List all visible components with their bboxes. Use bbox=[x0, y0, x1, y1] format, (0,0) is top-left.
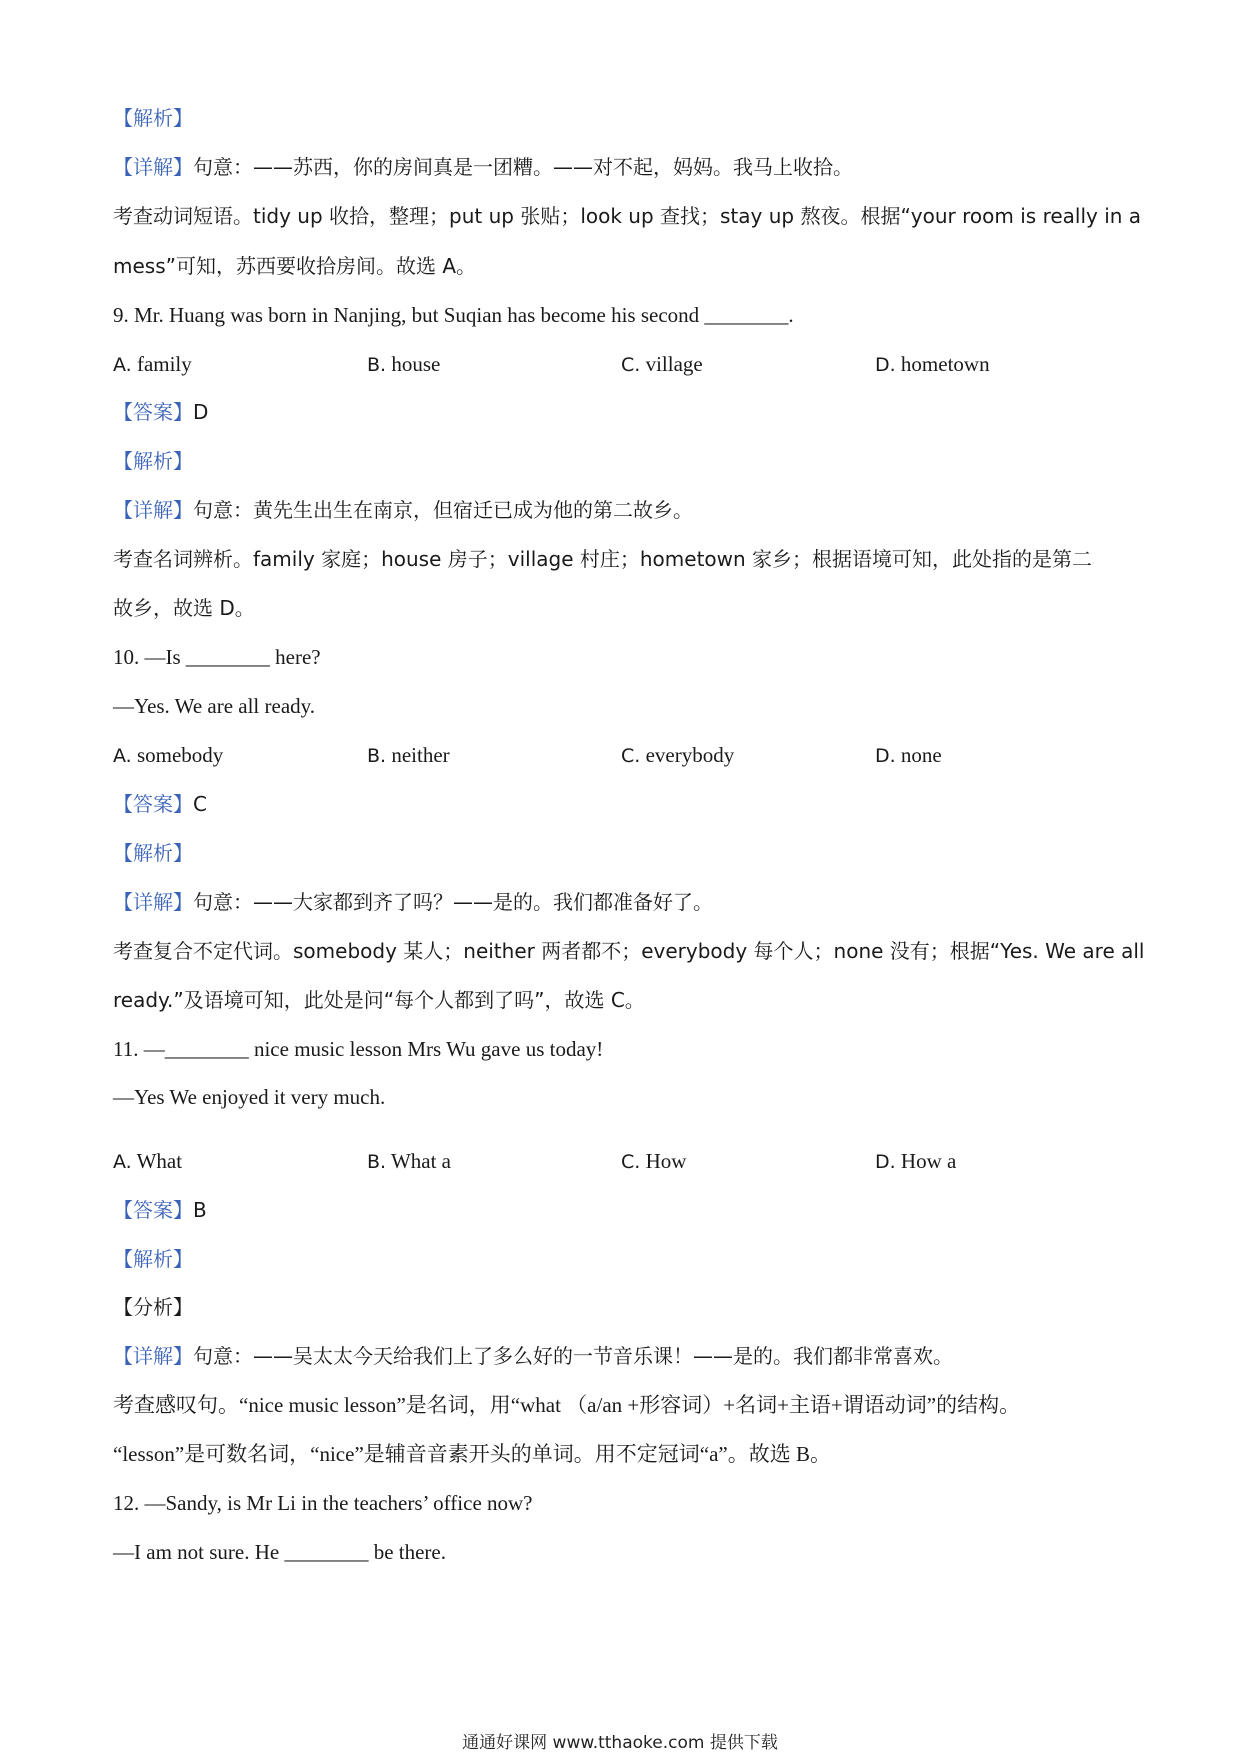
explanation-line: 考查复合不定代词。somebody 某人；neither 两者都不；everybody 每个人；none 没有；根据“Yes. We are all bbox=[113, 939, 1145, 963]
explanation-line: “lesson”是可数名词，“nice”是辅音音素开头的单词。用不定冠词“a”。故选 B。 bbox=[113, 1442, 831, 1466]
detail-line: 【详解】句意：——吴太太今天给我们上了多么好的一节音乐课！——是的。我们都非常喜欢。 bbox=[113, 1344, 953, 1368]
explanation-line: 考查动词短语。tidy up 收拾，整理；put up 张贴；look up 查找；stay up 熬夜。根据“your room is really in a bbox=[113, 204, 1142, 228]
options-q9 bbox=[113, 350, 1133, 378]
question-11-response: —Yes We enjoyed it very much. bbox=[113, 1085, 386, 1109]
detail-line: 【详解】句意：黄先生出生在南京，但宿迁已成为他的第二故乡。 bbox=[113, 498, 693, 522]
question-10-response: —Yes. We are all ready. bbox=[113, 694, 316, 718]
explanation-line: 考查名词辨析。family 家庭；house 房子；village 村庄；hometown 家乡；根据语境可知，此处指的是第二 bbox=[113, 547, 1093, 571]
option-a: A. family bbox=[113, 352, 192, 376]
option-c: C. How bbox=[621, 1149, 687, 1173]
option-d: D. none bbox=[875, 743, 942, 767]
analysis-heading: 【解析】 bbox=[113, 449, 193, 473]
options-q11 bbox=[113, 1147, 1133, 1175]
option-b: B. house bbox=[367, 352, 441, 376]
detail-line: 【详解】句意：——大家都到齐了吗？——是的。我们都准备好了。 bbox=[113, 890, 713, 914]
analysis-heading: 【解析】 bbox=[113, 1247, 193, 1271]
page-footer: 通通好课网 www.tthaoke.com 提供下载 bbox=[462, 1733, 778, 1753]
option-b: B. What a bbox=[367, 1149, 451, 1173]
analysis-heading: 【解析】 bbox=[113, 106, 193, 130]
analysis-heading: 【解析】 bbox=[113, 841, 193, 865]
breakdown-heading: 【分析】 bbox=[113, 1295, 193, 1319]
question-12: 12. —Sandy, is Mr Li in the teachers’ office now? bbox=[113, 1491, 533, 1515]
question-10: 10. —Is ________ here? bbox=[113, 645, 321, 669]
answer-line: 【答案】B bbox=[113, 1198, 207, 1222]
explanation-line: 考查感叹句。“nice music lesson”是名词，用“what （a/an +形容词）+名词+主语+谓语动词”的结构。 bbox=[113, 1393, 1021, 1417]
option-a: A. somebody bbox=[113, 743, 224, 767]
option-d: D. How a bbox=[875, 1149, 957, 1173]
option-d: D. hometown bbox=[875, 352, 990, 376]
question-11: 11. —________ nice music lesson Mrs Wu gave us today! bbox=[113, 1037, 604, 1061]
answer-line: 【答案】D bbox=[113, 400, 209, 424]
explanation-line: mess”可知，苏西要收拾房间。故选 A。 bbox=[113, 254, 477, 278]
explanation-line: 故乡，故选 D。 bbox=[113, 596, 255, 620]
option-a: A. What bbox=[113, 1149, 183, 1173]
explanation-line: ready.”及语境可知，此处是问“每个人都到了吗”，故选 C。 bbox=[113, 988, 645, 1012]
option-b: B. neither bbox=[367, 743, 450, 767]
answer-line: 【答案】C bbox=[113, 792, 207, 816]
options-q10 bbox=[113, 741, 1133, 769]
option-c: C. everybody bbox=[621, 743, 735, 767]
question-12-response: —I am not sure. He ________ be there. bbox=[113, 1540, 446, 1564]
detail-line: 【详解】句意：——苏西，你的房间真是一团糟。——对不起，妈妈。我马上收拾。 bbox=[113, 155, 853, 179]
question-9: 9. Mr. Huang was born in Nanjing, but Suqian has become his second ________. bbox=[113, 303, 794, 327]
option-c: C. village bbox=[621, 352, 703, 376]
